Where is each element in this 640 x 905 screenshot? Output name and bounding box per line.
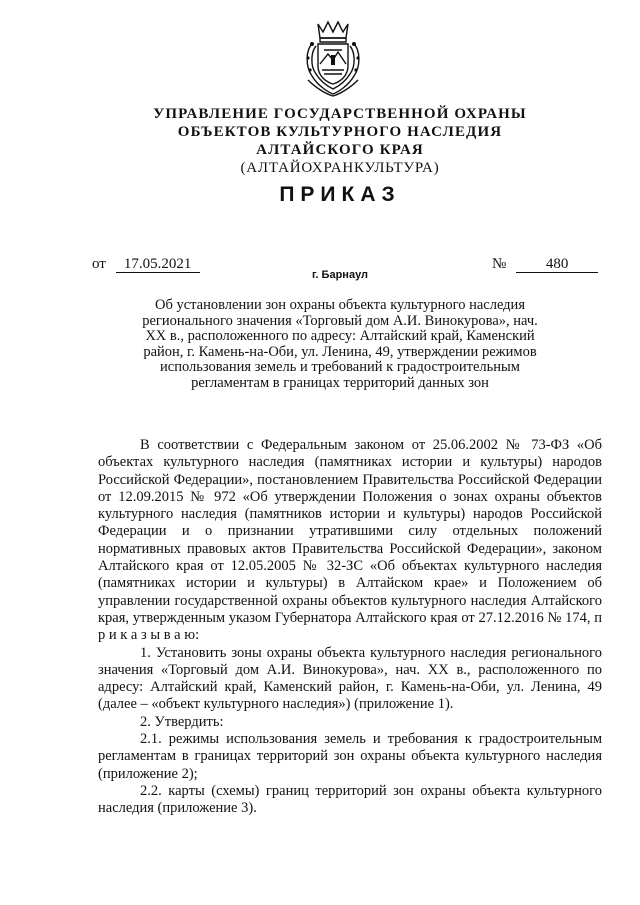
date-prefix: от bbox=[92, 256, 106, 272]
order-body bbox=[98, 437, 602, 818]
coat-of-arms-icon bbox=[298, 14, 368, 100]
body-paragraph: 2. Утвердить: bbox=[140, 713, 224, 730]
order-title: Об установлении зон охраны объекта культурного наследия регионального значения «Торговый дом А.И. Винокурова», нач. XX в., расположенного по адресу: Алтайский край, Каменский район, г. Камень-на-Оби, ул. Ленина, 49, утверждении режимов использования земель и требований к градостроительным регламентам в границах территорий данных зон bbox=[142, 297, 538, 391]
body-paragraph: 2.2. карты (схемы) границ территорий зон охраны объекта культурного наследия (приложение 3). bbox=[98, 782, 602, 817]
order-number: 480 bbox=[516, 257, 598, 273]
number-prefix: № bbox=[492, 256, 507, 272]
org-short-name: (АЛТАЙОХРАНКУЛЬТУРА) bbox=[240, 160, 440, 176]
body-paragraph: 1. Установить зоны охраны объекта культурного наследия регионального значения «Торговый дом А.И. Винокурова», нач. XX в., расположенного по адресу: Алтайский край, Каменский район, г. Камень-на-Оби, ул. Ленина, 49 (далее – «объект культурного наследия») (приложение 1). bbox=[98, 644, 602, 713]
org-name-line3: АЛТАЙСКОГО КРАЯ bbox=[256, 142, 424, 158]
order-date: 17.05.2021 bbox=[116, 257, 200, 273]
body-paragraph: В соответствии с Федеральным законом от 25.06.2002 № 73-ФЗ «Об объектах культурного наследия (памятниках истории и культуры) народов Российской Федерации», постановлением Правительства Российской Федерации от 12.09.2015 № 972 «Об утверждении Положения о зонах охраны объектов культурного наследия (памятников истории и культуры) народов Российской Федерации и о признании утратившими силу отдельных положений нормативных правовых актов Правительства Российской Федерации», законом Алтайского края от 12.05.2005 № 32-ЗС «Об объектах культурного наследия (памятниках истории и культуры) в Алтайском крае» и Положением об управлении государственной охраны объектов культурного наследия Алтайского края, утвержденным указом Губернатора Алтайского края от 27.12.2016 № 174, п р и к а з ы в а ю: bbox=[98, 437, 602, 644]
city-line: г. Барнаул bbox=[311, 269, 369, 281]
org-name-line1: УПРАВЛЕНИЕ ГОСУДАРСТВЕННОЙ ОХРАНЫ bbox=[153, 106, 527, 122]
org-name-line2: ОБЪЕКТОВ КУЛЬТУРНОГО НАСЛЕДИЯ bbox=[177, 124, 503, 140]
document-type-heading: ПРИКАЗ bbox=[279, 183, 401, 206]
body-paragraph: 2.1. режимы использования земель и требования к градостроительным регламентам в границах территорий зон охраны объекта культурного наследия (приложение 2); bbox=[98, 731, 602, 782]
